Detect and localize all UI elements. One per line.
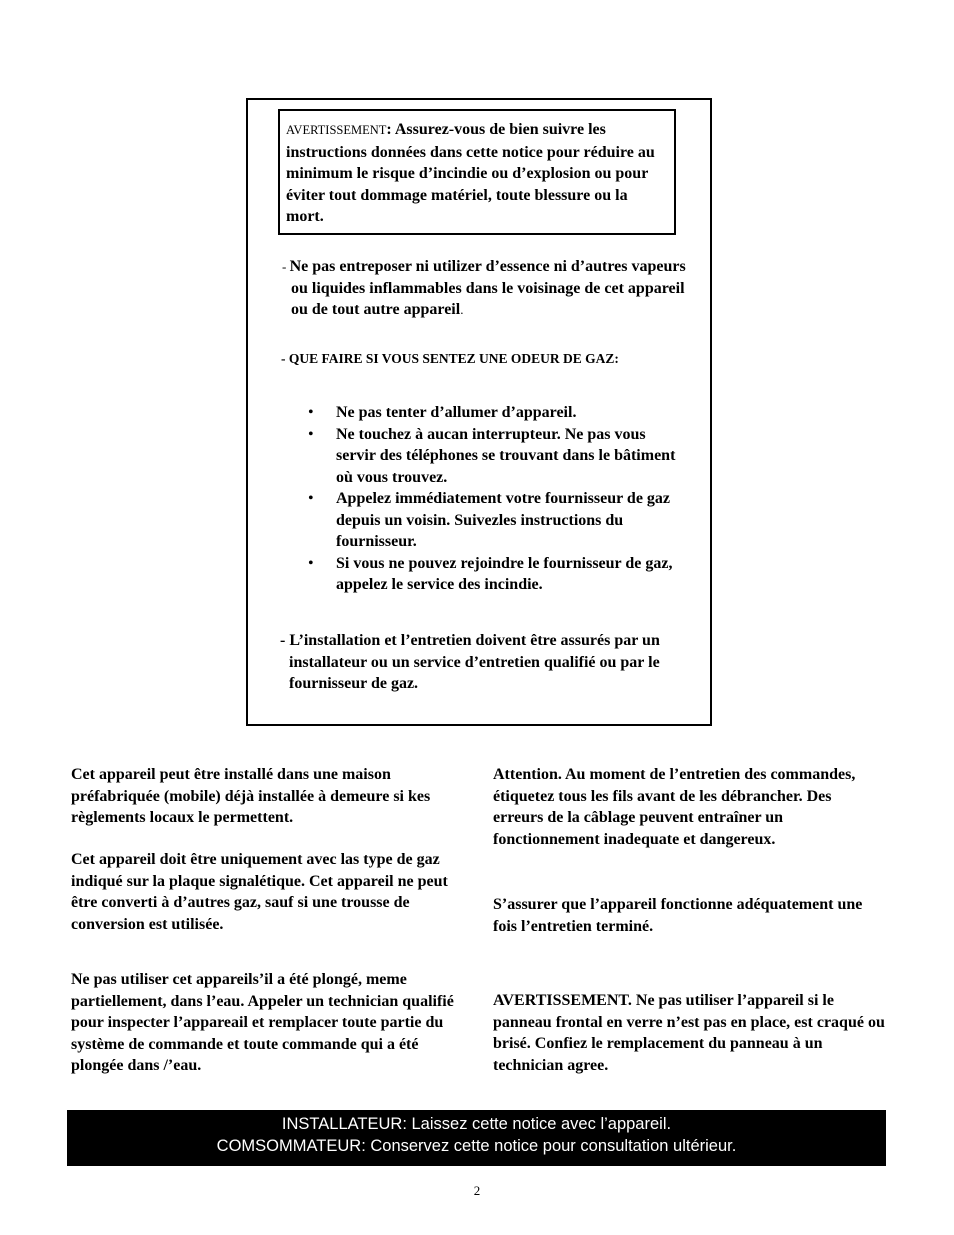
page-number: 2 — [473, 1183, 481, 1198]
left-paragraph-water-damage: Ne pas utiliser cet appareils’il a été plongé, meme partiellement, dans l’eau. Appeler un technician qualifié pour inspecter l’appareail et remplacer toute partie du système de commande et toute commande qui a été plongée dans /’eau. — [71, 971, 454, 1074]
footer-consumer-line: COMSOMMATEUR: Conservez cette notice pour consultation ultérieur. — [216, 1136, 737, 1155]
right-paragraph-wiring: Attention. Au moment de l’entretien des commandes, étiquetez tous les fils avant de les débrancher. Des erreurs de la câblage peuvent entraîner un fonctionnement inadequate et dangereux. — [493, 766, 856, 848]
footer-installer-line: INSTALLATEUR: Laissez cette notice avec l’appareil. — [281, 1115, 672, 1133]
no-gasoline-note: - Ne pas entreposer ni utilizer d’essence ni d’autres vapeurs ou liquides inflammables dans le voisinage de cet appareil ou de tout autre appareil. — [282, 258, 686, 318]
installation-note: - L’installation et l’entretien doivent être assurés par un installateur ou un service d’entretien qualifié ou par le fournisseur de gaz. — [280, 632, 660, 692]
bullet-icon: • — [308, 404, 314, 421]
bullet-icon: • — [308, 490, 314, 507]
list-item: • Appelez immédiatement votre fournisseur de gaz depuis un voisin. Suivezles instructions du fournisseur. — [308, 490, 671, 550]
warning-box — [278, 109, 676, 235]
gas-smell-instructions — [308, 402, 688, 596]
warning-lead: AVERTISSEMENT — [286, 123, 387, 137]
right-paragraph-verify: S’assurer que l’appareil fonctionne adéquatement une fois l’entretien terminé. — [493, 896, 863, 935]
list-item: • Ne pas tenter d’allumer d’appareil. — [308, 402, 688, 424]
left-paragraph-gas-type: Cet appareil doit être uniquement avec las type de gaz indiqué sur la plaque signalétique. Cet appareil ne peut être converti à d’autres gaz, sauf si une trousse de conversion est utilisée. — [71, 851, 448, 933]
warning-text: : Assurez-vous de bien suivre les instructions données dans cette notice pour réduire au minimum le risque d’incindie ou d’explosion ou pour éviter tout dommage matériel, toute blessure ou la mort. — [286, 121, 655, 225]
bullet-icon: • — [308, 425, 314, 443]
right-paragraph-glass-warning: AVERTISSEMENT. Ne pas utiliser l’appareil si le panneau frontal en verre n’est pas en place, est craqué ou brisé. Confiez le remplacement du panneau à un technician agree. — [493, 992, 885, 1074]
left-paragraph-mobile-home: Cet appareil peut être installé dans une maison préfabriquée (mobile) déjà installée à demeure si kes règlements locaux le permettent. — [71, 766, 431, 826]
gas-smell-heading: - QUE FAIRE SI VOUS SENTEZ UNE ODEUR DE GAZ: — [281, 351, 619, 366]
footer-notice — [67, 1110, 886, 1166]
list-item: • Ne touchez à aucan interrupteur. Ne pas vous servir des téléphones se trouvant dans le bâtiment où vous trouvez. — [308, 425, 676, 486]
list-item: • Si vous ne pouvez rejoindre le fournisseur de gaz, appelez le service des incindie. — [308, 554, 673, 593]
bullet-icon: • — [308, 554, 314, 572]
